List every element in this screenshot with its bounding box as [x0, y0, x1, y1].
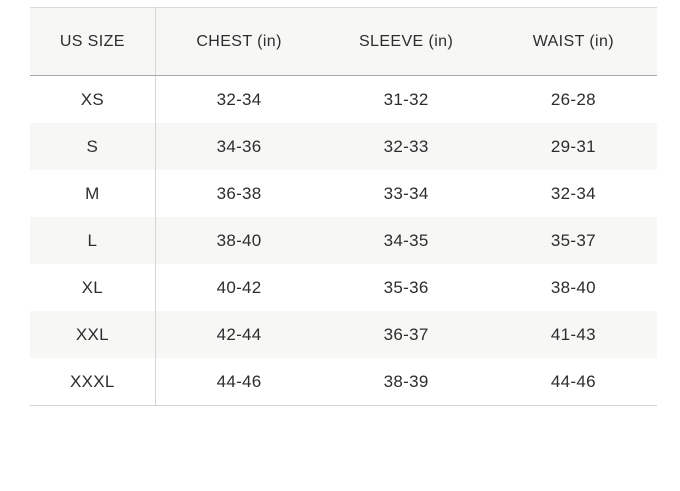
size-cell: L: [30, 217, 155, 264]
waist-cell: 38-40: [550, 277, 596, 297]
size-chart-header: [30, 8, 657, 76]
waist-cell: 29-31: [550, 136, 596, 156]
size-cell: XL: [30, 264, 155, 311]
table-row-xxxl: [30, 358, 657, 406]
sleeve-cell: 34-35: [383, 230, 429, 250]
table-row-s: [30, 123, 657, 170]
size-cell: XS: [30, 76, 155, 124]
chest-cell: 34-36: [216, 136, 262, 156]
size-chart-container: [30, 7, 657, 406]
sleeve-cell: 33-34: [383, 183, 429, 203]
chest-cell: 36-38: [216, 183, 262, 203]
waist-cell: 41-43: [550, 324, 596, 344]
column-header-chest: CHEST (in): [155, 8, 322, 76]
size-chart-table: [30, 7, 657, 406]
size-cell: XXL: [30, 311, 155, 358]
table-row-l: [30, 217, 657, 264]
sleeve-cell: 35-36: [383, 277, 429, 297]
sleeve-cell: 31-32: [383, 89, 429, 109]
size-cell: XXXL: [30, 358, 155, 406]
sleeve-cell: 32-33: [383, 136, 429, 156]
table-row-xl: [30, 264, 657, 311]
column-header-us-size: US SIZE: [30, 8, 155, 76]
waist-cell: 35-37: [550, 230, 596, 250]
chest-cell: 44-46: [216, 371, 262, 391]
waist-cell: 44-46: [550, 371, 596, 391]
sleeve-cell: 38-39: [383, 371, 429, 391]
chest-cell: 32-34: [216, 89, 262, 109]
chest-cell: 40-42: [216, 277, 262, 297]
chest-cell: 38-40: [216, 230, 262, 250]
size-cell: S: [30, 123, 155, 170]
column-header-waist: WAIST (in): [490, 8, 657, 76]
waist-cell: 26-28: [550, 89, 596, 109]
table-row-m: [30, 170, 657, 217]
size-cell: M: [30, 170, 155, 217]
sleeve-cell: 36-37: [383, 324, 429, 344]
table-row-xs: [30, 76, 657, 124]
waist-cell: 32-34: [550, 183, 596, 203]
header-row: [30, 8, 657, 76]
column-header-sleeve: SLEEVE (in): [322, 8, 489, 76]
table-row-xxl: [30, 311, 657, 358]
size-chart-body: [30, 76, 657, 406]
chest-cell: 42-44: [216, 324, 262, 344]
